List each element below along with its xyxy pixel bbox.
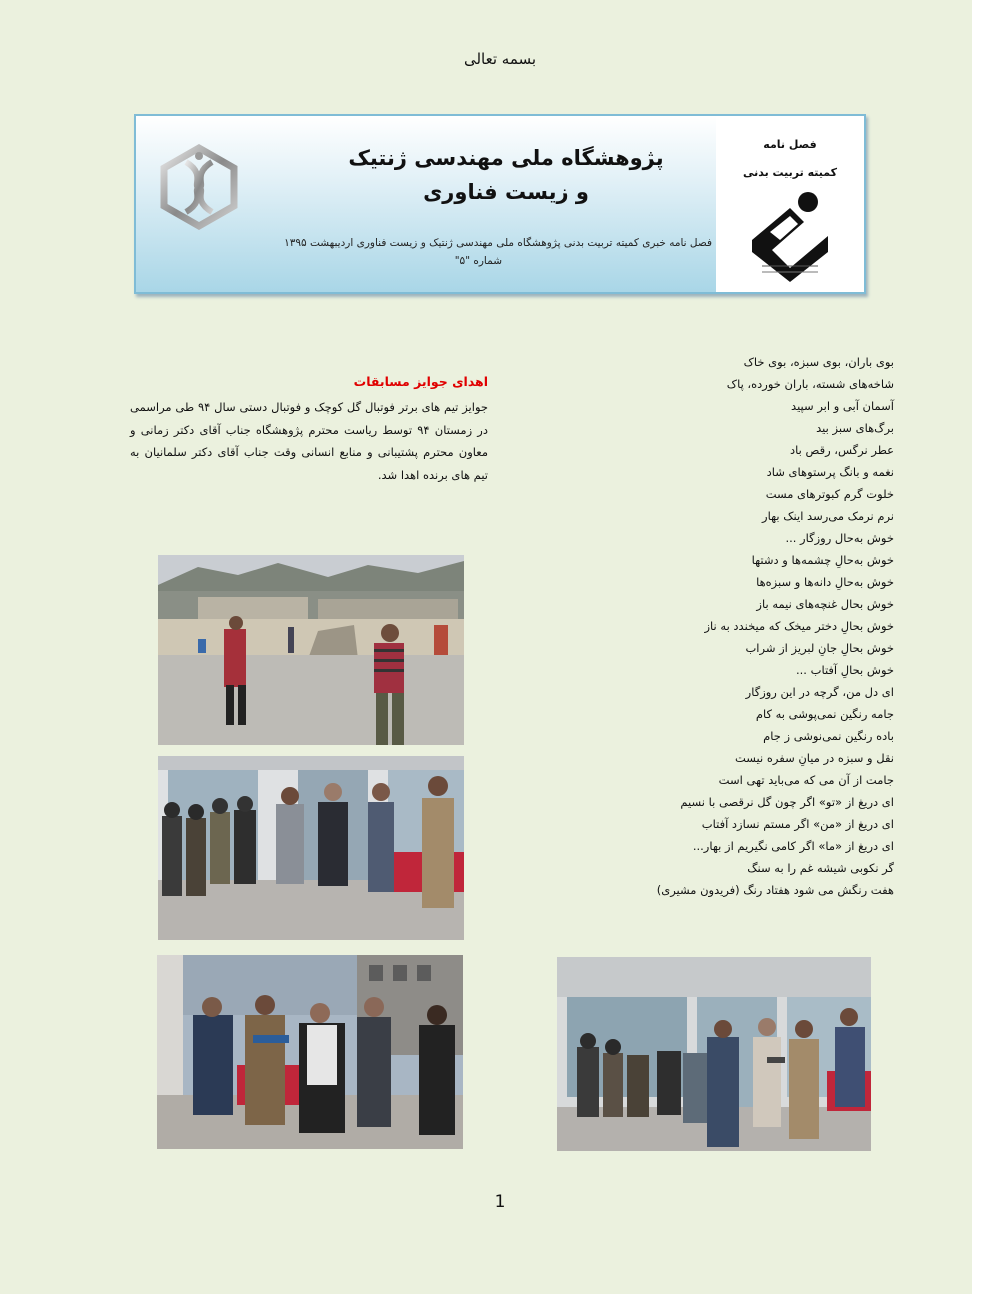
committee-logo-title-line1: فصل نامه: [763, 138, 817, 151]
poem-line: ای دریغ از «من» اگر مستم نسازد آفتاب: [701, 817, 894, 831]
poem-line: خوش بحالِ دختر میخک که میخندد به ناز: [704, 619, 894, 633]
poem-line: بوی باران، بوی سبزه، بوی خاک: [743, 355, 894, 369]
poem: [580, 351, 894, 901]
basmala-header: بسمه تعالی: [463, 50, 537, 68]
newsletter-banner: [134, 114, 866, 294]
photo-award-ceremony-group: [158, 756, 464, 940]
poem-line: خلوت گرم کبوترهای مست: [765, 487, 894, 501]
committee-logo-title-line2: کمیته تربیت بدنی: [742, 166, 838, 179]
article-body: جوایز تیم های برتر فوتبال گل کوچک و فوتبال دستی سال ۹۴ طی مراسمی در زمستان ۹۴ توسط ریاست محترم پژوهشگاه جناب آقای دکتر زمانی و معاون محترم پشتیبانی و منابع انسانی وقت جناب آقای دکتر سلمانیان به تیم های برنده اهدا شد.: [130, 400, 488, 482]
poem-line: جامت از آن می که می‌باید تهی است: [718, 773, 894, 787]
banner-subtitle-line1: فصل نامه خبری کمیته تربیت بدنی پژوهشگاه ملی مهندسی ژنتیک و زیست فناوری اردیبهشت ۱۳۹۵: [284, 237, 712, 249]
poem-line: خوش به‌حالِ دانه‌ها و سبزه‌ها: [756, 575, 894, 589]
poem-line: خوش بحالِ آفتاب ...: [796, 663, 894, 677]
poem-line: خوش بحالِ جانِ لبریز از شراب: [745, 641, 894, 655]
poem-line: ای دل من، گرچه در این روزگار: [745, 685, 894, 699]
photo-prize-presentation: [157, 955, 463, 1149]
poem-line: هفت رنگش می شود هفتاد رنگ (فریدون مشیری): [656, 883, 894, 897]
photo-prize-handing-entrance: [557, 957, 871, 1151]
poem-line: خوش به‌حال روزگار ...: [785, 531, 894, 545]
page-number: 1: [494, 1192, 506, 1212]
committee-logo-box: [716, 116, 864, 292]
poem-line: باده رنگین نمی‌نوشی ز جام: [763, 729, 894, 743]
banner-issue-number: شماره "۵": [454, 255, 502, 267]
institute-logo-icon: [156, 144, 242, 230]
photo-football-match: [158, 555, 464, 745]
poem-line: نرم نرمک می‌رسد اینک بهار: [762, 509, 894, 523]
poem-line: شاخه‌های شسته، باران خورده، پاک: [726, 377, 894, 391]
poem-line: ای دریغ از «تو» اگر چون گل نرقصی با نسیم: [680, 795, 894, 809]
banner-title-line1: پژوهشگاه ملی مهندسی ژنتیک: [348, 146, 664, 170]
poem-line: نغمه و بانگ پرستوهای شاد: [766, 465, 894, 479]
article-title: اهدای جوایز مسابقات: [353, 374, 488, 389]
poem-line: ای دریغ از «ما» اگر کامی نگیریم از بهار...: [692, 839, 894, 853]
banner-title-line2: و زیست فناوری: [423, 180, 589, 204]
poem-line: خوش به‌حالِ چشمه‌ها و دشتها: [751, 553, 894, 567]
poem-line: گر نکوبی شیشه غم را به سنگ: [747, 861, 894, 875]
poem-line: جامه رنگین نمی‌پوشی به کام: [755, 707, 894, 721]
poem-line: برگ‌های سبز بید: [816, 421, 894, 435]
committee-logo-icon: [742, 188, 838, 284]
poem-line: خوش بحال غنچه‌های نیمه باز: [756, 597, 894, 611]
poem-line: عطر نرگس، رقص باد: [790, 443, 894, 457]
poem-line: نقل و سبزه در میانِ سفره نیست: [735, 751, 894, 765]
poem-line: آسمان آبی و ابر سپید: [791, 399, 894, 413]
